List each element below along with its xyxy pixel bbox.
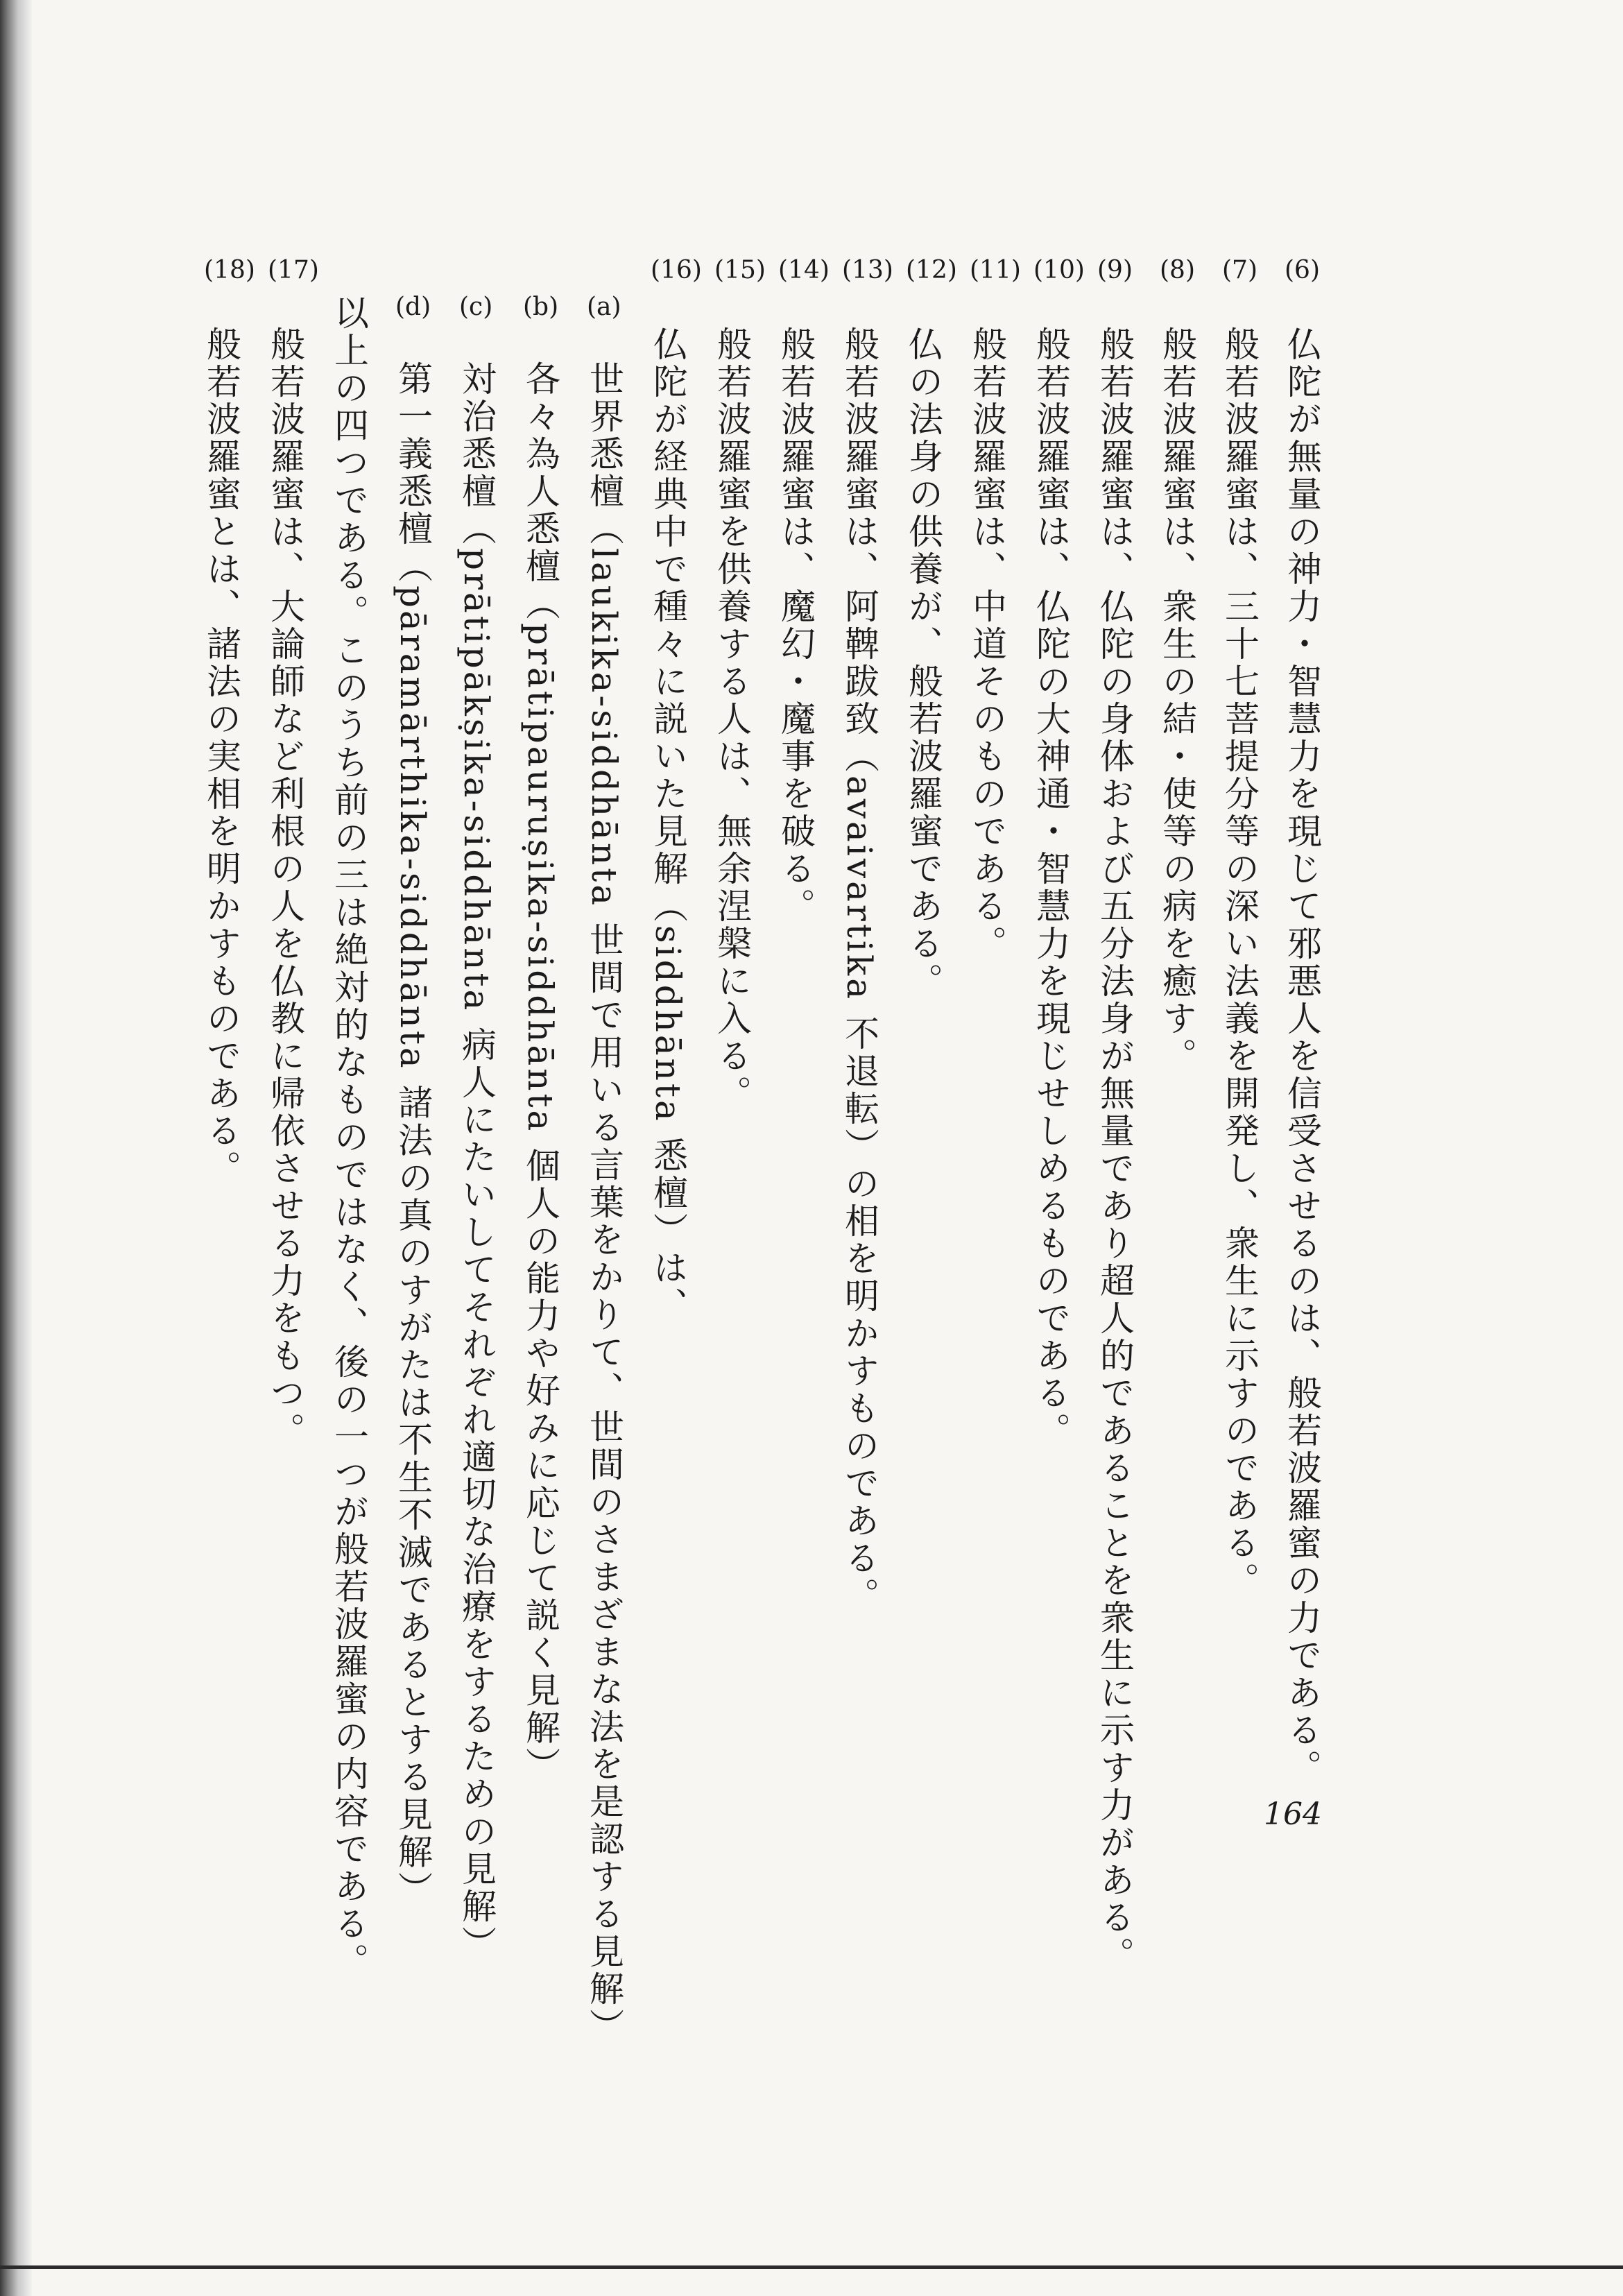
note-text: 対治悉檀（prātipākṣika-siddhānta 病人にたいしてそれぞれ適切な治療をするための見解） [456,361,497,1964]
subnote-marker: (d) [395,293,431,321]
note-text: 仏陀が経典中で種々に説いた見解（siddhānta 悉檀）は、 [648,326,688,1325]
note-marker: (11) [970,256,1021,284]
note-marker: (8) [1160,256,1195,284]
note-marker: (10) [1033,256,1085,284]
note-marker: (12) [906,256,957,284]
summary-text: 以上の四つである。このうち前の三は絶対的なものではなく、後の一つが般若波羅蜜の内容である。 [329,295,369,1980]
note-marker: (9) [1097,256,1133,284]
note-text: 般若波羅蜜を供養する人は、無余涅槃に入る。 [712,326,752,1113]
note-text: 般若波羅蜜は、魔幻・魔事を破る。 [775,326,816,925]
note-text: 般若波羅蜜は、仏陀の大神通・智慧力を現じせしめるものである。 [1031,326,1071,1450]
note-text: 各々為人悉檀（prātipauruṣika-siddhānta 個人の能力や好みに応じて説く見解） [520,361,560,1785]
note-marker: (17) [268,256,319,284]
note-text: 第一義悉檀（pāramārthika-siddhānta 諸法の真のすがたは不生不滅であるとする見解） [393,361,433,1909]
bottom-rule [0,2265,1623,2269]
note-text: 般若波羅蜜は、仏陀の身体および五分法身が無量であり超人的であることを衆生に示す力がある。 [1094,326,1135,1974]
note-text: 般若波羅蜜は、中道そのものである。 [967,326,1007,963]
note-marker: (18) [204,256,255,284]
note-marker: (14) [778,256,830,284]
note-text: 般若波羅蜜は、大論師など利根の人を仏教に帰依させる力をもつ。 [265,326,305,1450]
page-number: 164 [1264,1797,1322,1832]
note-text: 般若波羅蜜は、三十七菩提分等の深い法義を開発し、衆生に示すのである。 [1219,326,1260,1600]
note-marker: (6) [1285,256,1320,284]
note-text: 般若波羅蜜は、阿鞞跋致（avaivartika 不退転）の相を明かすものである。 [839,326,879,1615]
note-text: 般若波羅蜜とは、諸法の実相を明かすものである。 [201,326,241,1188]
scan-binding-edge [0,0,32,2296]
note-text: 仏陀が無量の神力・智慧力を現じて邪悪人を信受させるのは、般若波羅蜜の力である。 [1282,326,1322,1787]
note-marker: (15) [714,256,766,284]
note-text: 般若波羅蜜は、衆生の結・使等の病を癒す。 [1157,326,1197,1075]
note-marker: (7) [1222,256,1257,284]
note-marker: (16) [651,256,702,284]
subnote-marker: (c) [459,293,493,321]
subnote-marker: (a) [587,293,621,321]
subnote-marker: (b) [523,293,559,321]
note-text: 仏の法身の供養が、般若波羅蜜である。 [903,326,943,1000]
note-marker: (13) [842,256,893,284]
note-text: 世界悉檀（laukika-siddhānta 世間で用いる言葉をかりて、世間のさまざまな法を是認する見解） [584,361,624,2046]
